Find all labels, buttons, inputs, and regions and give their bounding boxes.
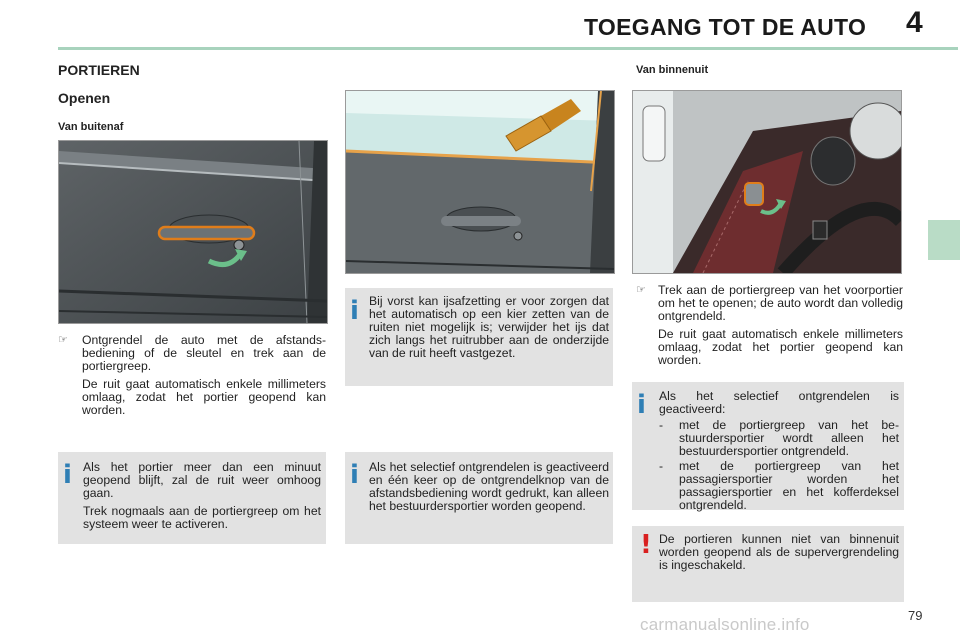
page-header-title: TOEGANG TOT DE AUTO	[584, 14, 867, 40]
hand-pointer-icon: ☞	[58, 334, 68, 346]
list-item-text: met de portiergreep van het passagiersportier worden het passagiersportier en het kofferdeksel ontgrendeld.	[679, 459, 899, 512]
info-frost-text: Bij vorst kan ijsafzetting er voor zorgen dat het automatisch op een kier zetten van de ruiten niet mogelijk is; verwijder het ijs dat zich langs het ruitrubber aan de onderzijde van de ruit heeft vastgezet.	[369, 294, 609, 360]
page-number: 79	[908, 608, 923, 623]
outside-bullet-text: Ontgrendel de auto met de afstandsbediening of de sleutel en trek aan de portiergreep.	[82, 333, 326, 373]
exterior-door-handle-photo	[58, 140, 328, 324]
list-item-text: met de portiergreep van het bestuurdersportier wordt alleen het bestuurdersportier ontgrendeld.	[679, 418, 899, 458]
chapter-number: 4	[906, 6, 923, 39]
info-right-intro: Als het selectief ontgrendelen is geactiveerd:	[659, 389, 899, 416]
info-icon: i	[637, 390, 646, 420]
warning-text: De portieren kunnen niet van binnenuit worden geopend als de supervergrendeling is ingeschakeld.	[659, 532, 899, 572]
info-box-window-timeout	[58, 452, 326, 544]
info-icon: i	[350, 296, 359, 326]
section-title: PORTIEREN	[58, 62, 140, 78]
outside-heading: Van buitenaf	[58, 121, 124, 133]
outside-note-text: De ruit gaat automatisch enkele millimeters omlaag, zodat het portier geopend kan worden.	[82, 377, 326, 417]
info-left-p1: Als het portier meer dan een minuut geopend blijft, zal de ruit weer omhoog gaan.	[83, 460, 321, 500]
watermark: carmanualsonline.info	[640, 615, 810, 634]
info-icon: i	[63, 460, 72, 490]
info-icon: i	[350, 460, 359, 490]
list-item: - met de portiergreep van het passagiersportier worden het passagiersportier en het kofferdeksel ontgrendeld.	[659, 459, 899, 512]
inside-instructions	[636, 284, 903, 372]
info-box-selective-unlock-remote	[345, 452, 613, 544]
info-box-selective-unlock-handles	[632, 382, 904, 510]
header-rule	[58, 47, 958, 50]
section-subtitle: Openen	[58, 90, 111, 106]
info-selective-remote-text: Als het selectief ontgrendelen is geactiveerd en één keer op de ontgrendelknop van de afstandsbediening wordt gedrukt, kan alleen het bestuurdersportier worden geopend.	[369, 460, 609, 513]
inside-heading: Van binnenuit	[636, 64, 709, 76]
inside-bullet-text: Trek aan de portiergreep van het voorportier om het te openen; de auto wordt dan volledig ontgrendeld.	[658, 283, 903, 323]
list-item: - met de portiergreep van het bestuurdersportier wordt alleen het bestuurdersportier ontgrendeld.	[659, 418, 899, 458]
info-box-frost	[345, 288, 613, 386]
ice-scraper-door-photo	[345, 90, 615, 274]
outside-instructions	[58, 334, 326, 422]
interior-door-handle-photo	[632, 90, 902, 274]
warning-icon: !	[640, 530, 652, 560]
inside-note-text: De ruit gaat automatisch enkele millimeters omlaag, zodat het portier geopend kan worden.	[658, 327, 903, 367]
hand-pointer-icon: ☞	[636, 284, 646, 296]
chapter-side-tab	[928, 220, 960, 260]
info-left-p2: Trek nogmaals aan de portiergreep om het systeem weer te activeren.	[83, 504, 321, 531]
warning-box-superlocking	[632, 526, 904, 602]
